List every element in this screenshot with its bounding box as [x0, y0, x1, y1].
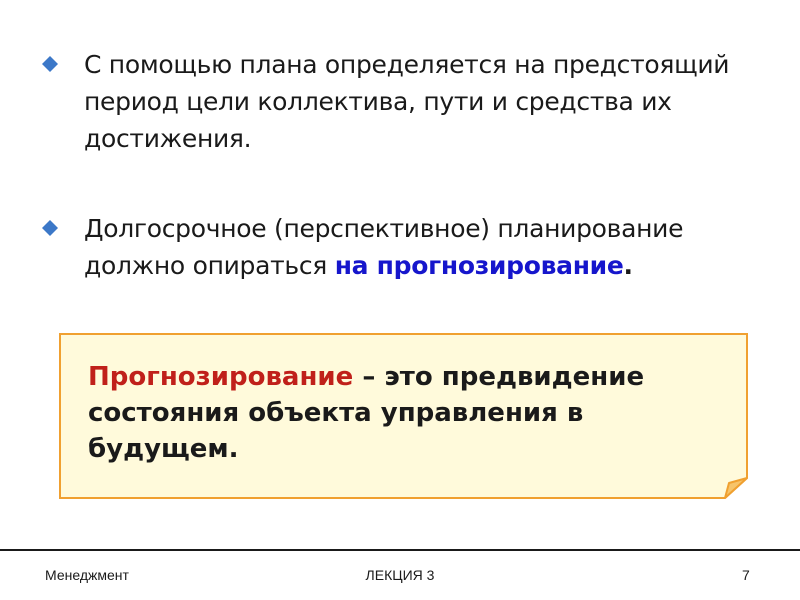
diamond-bullet-icon [42, 56, 58, 72]
page-number: 7 [742, 567, 750, 583]
bullet-item-plan [42, 46, 772, 157]
definition-text [88, 359, 728, 467]
definition-term: Прогнозирование [88, 362, 354, 392]
bullet-text-before: Долгосрочное (перспективное) планирование должно опираться [84, 214, 684, 280]
bullet-item-longterm [42, 210, 772, 284]
footer-course: Менеджмент [45, 567, 129, 583]
definition-note [59, 333, 748, 499]
diamond-bullet-icon [42, 220, 58, 236]
bullet-text-after: . [623, 251, 633, 280]
highlight-forecasting: на прогнозирование [334, 251, 624, 280]
definition-body: – это предвидение состояния объекта управления в будущем. [88, 362, 645, 464]
footer-divider [0, 549, 800, 551]
bullet-text-longterm [84, 210, 772, 284]
footer-lecture: ЛЕКЦИЯ 3 [365, 567, 435, 583]
bullet-text-plan: С помощью плана определяется на предстоящий период цели коллектива, пути и средства их достижения. [84, 50, 730, 153]
